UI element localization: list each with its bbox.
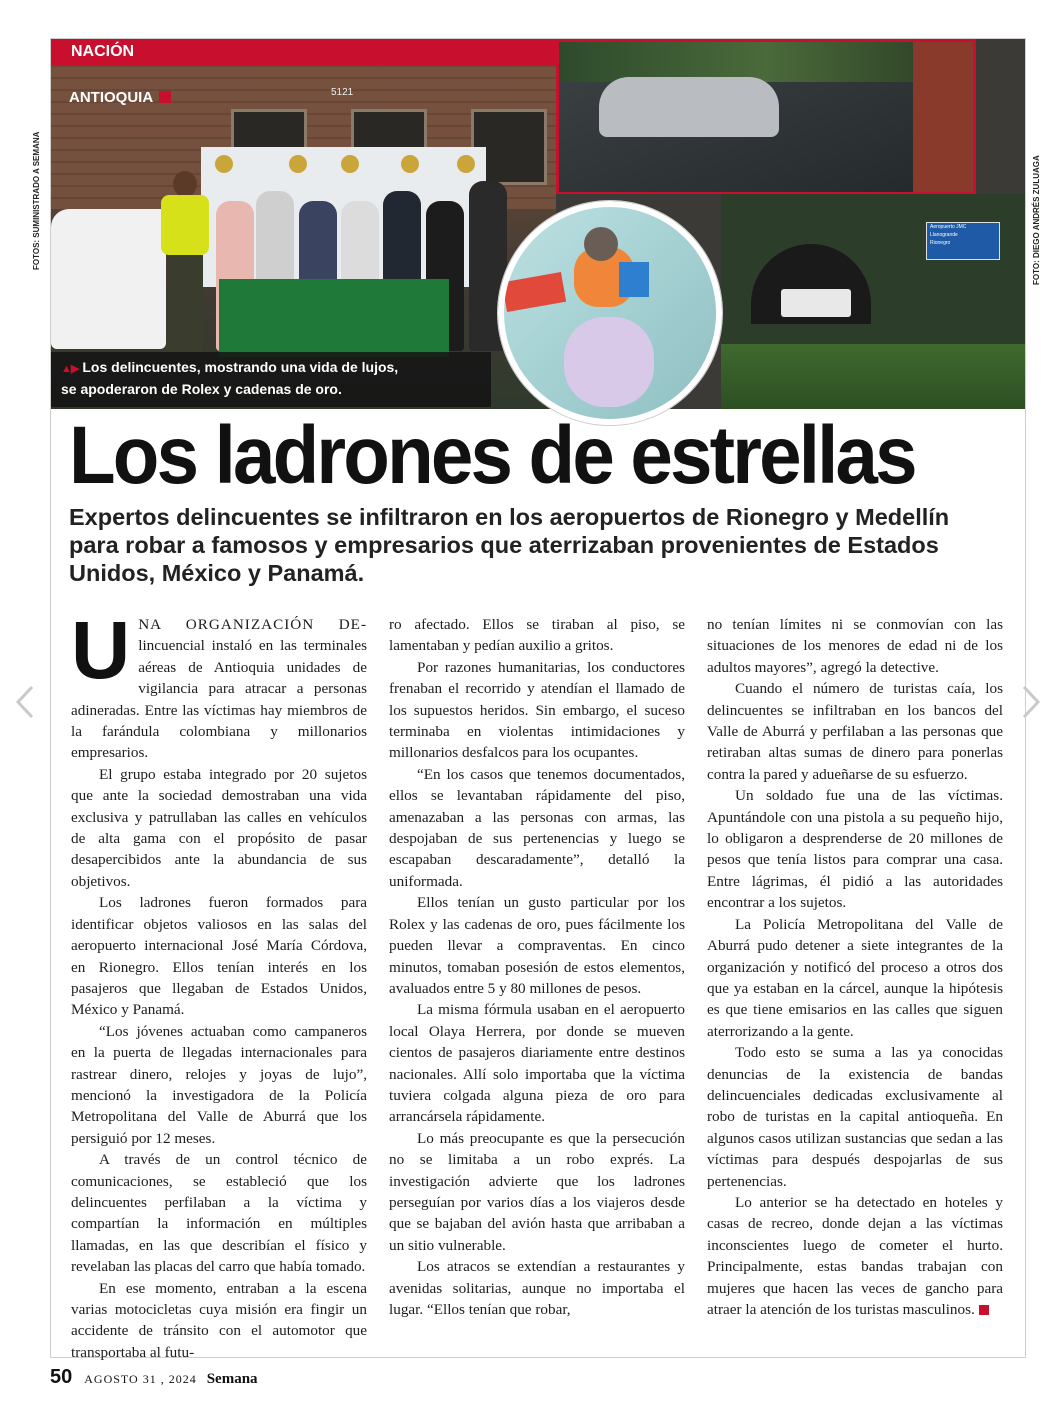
- section-bar: [51, 39, 556, 65]
- lead-paragraph: [71, 605, 367, 764]
- paragraph: La misma fórmula usaban en el aeropuerto local Olaya Herrera, por donde se mueven cientos de pasajeros diariamente entre destinos nacionales. Allí solo importaba que la víctima tuviera colgada alguna pieza de oro para arrancársela rápidamente.: [389, 1001, 685, 1126]
- white-car: [51, 209, 166, 349]
- page-number: 50: [50, 1366, 73, 1388]
- road-sign-line: Aeropuerto JMC: [930, 224, 967, 230]
- final-paragraph: [707, 1192, 1003, 1320]
- column-3: [707, 614, 1003, 1320]
- page-footer: [50, 1366, 258, 1389]
- lead-caps: NA ORGANIZACIÓN DE-: [138, 616, 367, 633]
- paragraph: Cuando el número de turistas caía, los delincuentes se infiltraban en los bancos del Valle de Aburrá y perfilaban a las personas que retiraban altas sumas de dinero para ponerlas contra la pared y adueñarse de su esfuerzo.: [707, 680, 1003, 783]
- square-icon: [159, 91, 171, 103]
- paragraph: Por razones humanitarias, los conductores frenaban el recorrido y atendían el llamado de los supuestos heridos. Sin embargo, el suceso terminaba en violentas intimidaciones y millonarios desfalcos para los ocupantes.: [389, 658, 685, 762]
- evidence-table: [219, 279, 449, 357]
- headline: Los ladrones de estrellas: [69, 410, 915, 501]
- magazine-page: [50, 38, 1026, 1361]
- police-officer: [161, 169, 209, 369]
- caption-line: Los delincuentes, mostrando una vida de lujos,: [82, 359, 399, 375]
- grass: [721, 344, 1025, 409]
- bus: [781, 289, 851, 317]
- paragraph: A través de un control técnico de comunicaciones, se estableció que los delincuentes perfilaban a la víctima y compartían la información en múltiples llamadas, en las que describían el físico y revelaban las placas del carro que había tomado.: [71, 1151, 367, 1276]
- drop-cap: U: [71, 605, 131, 696]
- paragraph-text: Lo anterior se ha detectado en hoteles y casas de recreo, donde dejan a las víctimas inconscientes luego de cometer el hurto. Principalmente, estas bandas trabajan con mujeres que hacen las veces de gancho para atraer la atención de los turistas masculinos.: [707, 1193, 1003, 1318]
- road-sign-line: Llanogrande: [930, 232, 958, 238]
- column-1: [71, 605, 367, 1363]
- kicker-label: ANTIOQUIA: [69, 89, 154, 106]
- photo-credit-left: FOTOS: SUMINISTRADO A SEMANA: [32, 131, 41, 270]
- caption-line: se apoderaron de Rolex y cadenas de oro.: [61, 381, 342, 397]
- photo-credit-right: FOTO: DIEGO ANDRÉS ZULUAGA: [1032, 155, 1041, 285]
- paragraph: Los ladrones fueron formados para identificar objetos valiosos en las salas del aeropuerto internacional José María Córdova, en Rionegro. Ellos tenían interés en los pasajeros que llegaban de Estados Unidos, México y Panamá.: [71, 894, 367, 1019]
- paragraph: Todo esto se suma a las ya conocidas denuncias de la existencia de bandas delincuenciales dedicadas exclusivamente al robo de turistas en la capital antioqueña. En algunos casos utilizan sustancias que sedan a las víctimas para después despojarlas de sus pertenencias.: [707, 1044, 1003, 1190]
- paragraph: Un soldado fue una de las víctimas. Apuntándole con una pistola a su pequeño hijo, lo obligaron a desprenderse de 20 millones de pesos que tenía listos para comprar una casa. Entre lágrimas, él pidió a las autoridades encontrar a los sujetos.: [707, 787, 1003, 912]
- magazine-name: Semana: [206, 1371, 258, 1387]
- paragraph: En ese momento, entraban a la escena varias motocicletas cuya misión era fingir un accidente de tránsito con el automotor que transportaba al futu-: [71, 1279, 367, 1361]
- photo-security-camera-still: [498, 201, 722, 425]
- paragraph: “En los casos que tenemos documentados, ellos se levantaban rápidamente del piso, amenazaban a las personas con armas, las despojaban de sus pertenencias y luego se escapaban descaradamente”, detalló la uniformada.: [389, 765, 685, 890]
- paragraph: El grupo estaba integrado por 20 sujetos que ante la sociedad demostraban una vida exclusiva y patrullaban las calles en vehículos de alta gama con el propósito de pasar desapercibidos ante la abundancia de sus objetivos.: [71, 765, 367, 890]
- subheadline: Expertos delincuentes se infiltraron en los aeropuertos de Rionegro y Medellín para robar a famosos y empresarios que aterrizaban provenientes de Estados Unidos, México y Panamá.: [69, 504, 950, 586]
- section-label: NACIÓN: [71, 43, 135, 60]
- photo-night-street: [556, 39, 976, 194]
- paragraph: Lo más preocupante es que la persecución no se limitaba a un robo exprés. La investigación advierte que los ladrones perseguían por varios días a los viajeros desde que se bajaban del avión hasta que arribaban a un sitio vulnerable.: [389, 1129, 685, 1254]
- kicker: [69, 89, 171, 106]
- article-body: [71, 605, 1005, 1361]
- triangle-arrows-icon: ▲▶: [61, 363, 79, 375]
- chevron-left-icon[interactable]: [14, 684, 36, 720]
- paragraph: no tenían límites ni se conmovían con las situaciones de los menores de edad ni de los adultos mayores”, agregó la detective.: [707, 616, 1003, 676]
- lead-text: lincuencial instaló en las terminales aéreas de Antioquia unidades de vigilancia para atracar a personas adineradas. Entre las víctimas hay miembros de la farándula colombiana y millonarios empresarios.: [71, 637, 367, 762]
- photo-tunnel-road: [721, 194, 1025, 409]
- paragraph: “Los jóvenes actuaban como campaneros en la puerta de llegadas internacionales para rastrear dinero, relojes y joyas de lujo”, mencionó la investigadora de la Policía Metropolitana del Valle de Aburrá que los persiguió por 12 meses.: [71, 1022, 367, 1147]
- paragraph: Los atracos se extendían a restaurantes y avenidas solitarias, aunque no importaba el lugar. “Ellos tenían que robar,: [389, 1258, 685, 1318]
- paragraph: ro afectado. Ellos se tiraban al piso, se lamentaban y pedían auxilio a gritos.: [389, 616, 685, 655]
- building-number: 5121: [331, 87, 354, 98]
- photo-caption: [51, 352, 491, 407]
- chevron-right-icon[interactable]: [1020, 684, 1041, 720]
- paragraph: Ellos tenían un gusto particular por los Rolex y las cadenas de oro, pues fácilmente los pueden llevar a compraventas. En cinco minutos, tomaban posesión de estos elementos, avaluados entre 5 y 80 millones de pesos.: [389, 894, 685, 997]
- end-mark-icon: [979, 1305, 989, 1315]
- column-2: [389, 614, 685, 1320]
- issue-date: AGOSTO 31 , 2024: [84, 1372, 197, 1386]
- road-sign: [926, 222, 1000, 260]
- road-sign-line: Rionegro: [930, 240, 951, 246]
- paragraph: La Policía Metropolitana del Valle de Aburrá pudo detener a siete integrantes de la organización y notificó del proceso a otros dos que ya estaban en la cárcel, aunque la hipótesis es que tiene emisarios en las calles que siguen aterrorizando a la gente.: [707, 915, 1003, 1040]
